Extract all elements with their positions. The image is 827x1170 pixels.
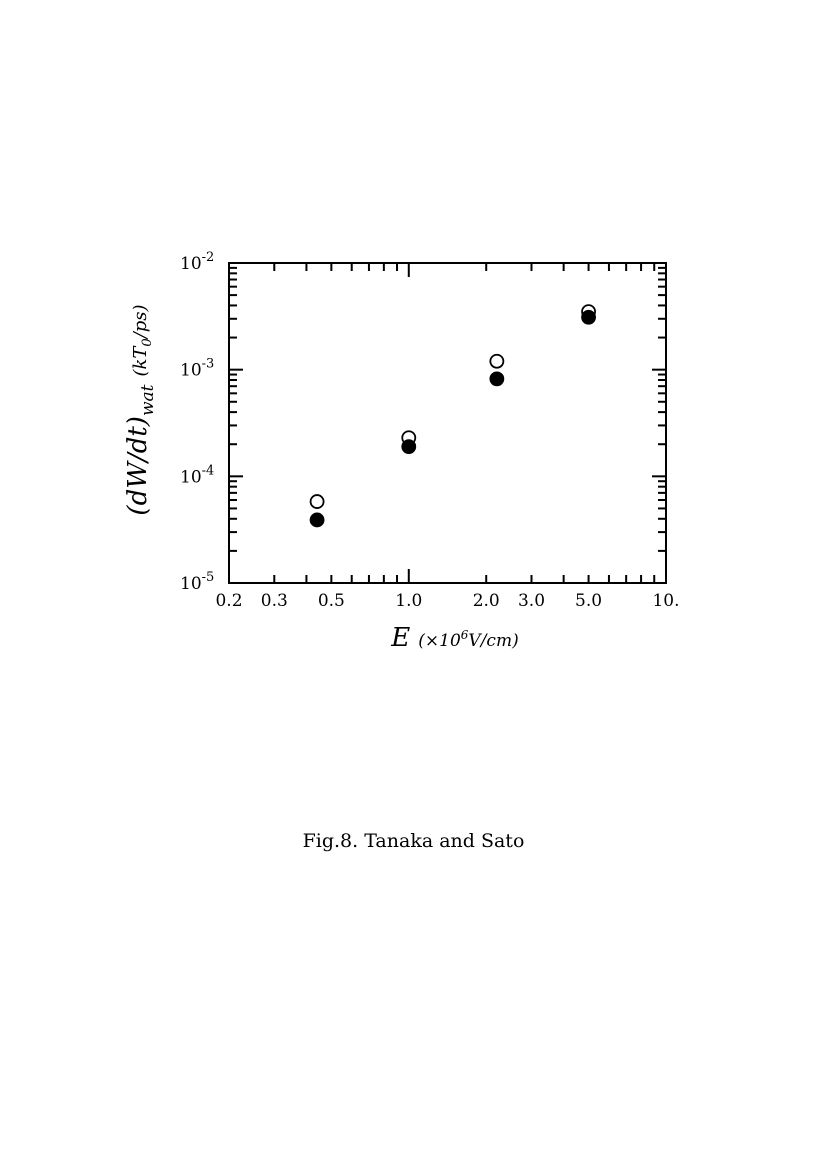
filled-circle-point	[402, 440, 415, 453]
x-tick-label: 10.	[652, 591, 680, 611]
y-axis-label-sub: wat	[138, 384, 158, 417]
y-tick-label	[180, 463, 214, 487]
y-axis-label-unit: (kT	[130, 346, 151, 377]
y-axis-label-main: (dW/dt)	[123, 416, 153, 516]
y-tick-label-exponent: -2	[201, 250, 215, 265]
y-tick-label-base: 10	[180, 360, 202, 381]
y-tick-label-base: 10	[180, 574, 202, 594]
x-axis-label-unit-pre: (×10	[418, 631, 461, 651]
y-tick-label-base: 10	[180, 254, 202, 274]
open-circle-point	[490, 355, 503, 368]
open-circle-point	[311, 495, 324, 508]
y-tick-label	[180, 570, 214, 594]
axis-ticks	[229, 263, 666, 583]
x-axis-label-unit-post: V/cm)	[468, 631, 519, 651]
x-tick-label: 5.0	[575, 591, 603, 611]
x-tick-label: 0.3	[260, 591, 288, 611]
y-tick-label	[180, 250, 214, 274]
x-tick-label: 3.0	[517, 591, 546, 611]
filled-circle-point	[582, 311, 595, 324]
x-tick-labels	[215, 591, 679, 611]
x-tick-label: 0.5	[317, 591, 345, 611]
y-tick-label-exponent: -3	[201, 356, 215, 372]
filled-circle-point	[490, 372, 503, 385]
y-tick-label-exponent: -5	[201, 570, 215, 585]
data-points	[311, 305, 595, 526]
y-axis-label	[123, 304, 158, 515]
y-tick-labels	[180, 250, 214, 594]
x-axis-label	[390, 623, 518, 653]
y-tick-label-exponent: -4	[201, 463, 215, 479]
plot-frame	[229, 263, 666, 583]
x-tick-label: 0.2	[215, 591, 243, 611]
x-tick-label: 1.0	[395, 591, 423, 611]
x-axis-label-unit-exp: 6	[460, 628, 469, 642]
figure-caption: Fig.8. Tanaka and Sato	[302, 830, 525, 852]
x-axis-label-main: E	[391, 623, 411, 653]
y-tick-label-base: 10	[180, 467, 202, 488]
y-axis-label-unit-sub: 0	[140, 338, 155, 347]
y-tick-label	[180, 357, 214, 381]
filled-circle-point	[311, 513, 324, 526]
x-tick-label: 2.0	[472, 591, 500, 611]
y-axis-label-unit-end: /ps)	[130, 304, 151, 339]
